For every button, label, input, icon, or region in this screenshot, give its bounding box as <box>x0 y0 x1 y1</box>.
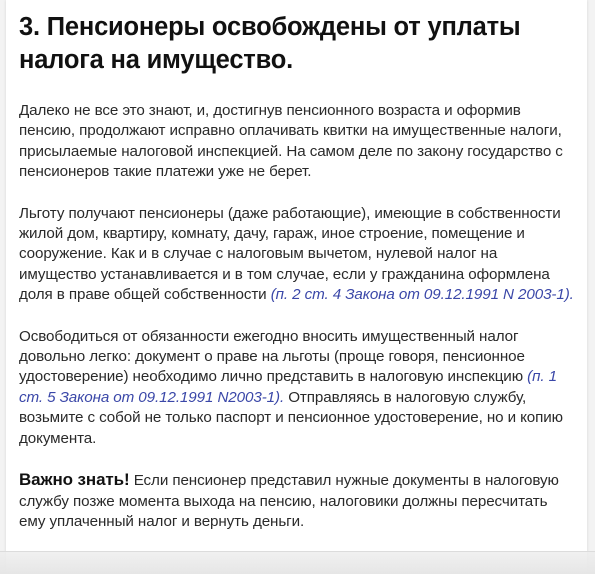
faded-footer-bar <box>0 551 595 574</box>
article-card <box>6 0 587 574</box>
paragraph-important <box>19 470 575 532</box>
paragraph-eligibility-text: Льготу получают пенсионеры (даже работающие), имеющие в собственности жилой дом, квартиру, комнату, дачу, гараж, иное строение, помещение и сооружение. Как и в случае с налоговым вычетом, нулевой налог на имущество устанавливается и в том случае, если у гражданина оформлена доля в праве общей собственности <box>19 204 561 304</box>
paragraph-procedure-text-b: Отправляясь в налоговую службу, возьмите с собой не только паспорт и пенсионное удостоверение, но и копию документа. <box>19 388 563 447</box>
article-heading: 3. Пенсионеры освобождены от уплаты налога на имущество. <box>19 13 521 74</box>
paragraph-intro: Далеко не все это знают, и, достигнув пенсионного возраста и оформив пенсию, продолжают исправно оплачивать квитки на имущественные налоги, присылаемые налоговой инспекцией. На самом деле по закону государство с пенсионеров такие платежи уже не берет. <box>19 102 563 181</box>
law-reference-link[interactable]: (п. 1 ст. 5 Закона от 09.12.1991 N2003-1). <box>19 368 557 406</box>
paragraph-important-text: Если пенсионер представил нужные документы в налоговую службу позже момента выхода на пенсию, налоговики должны пересчитать ему уплаченный налог и вернуть деньги. <box>19 472 559 530</box>
paragraph-procedure <box>19 327 575 449</box>
paragraph-eligibility <box>19 204 575 306</box>
important-lead: Важно знать! <box>19 470 130 490</box>
law-reference-link[interactable]: (п. 2 ст. 4 Закона от 09.12.1991 N 2003-1). <box>270 286 574 304</box>
article-content <box>19 11 575 532</box>
paragraph-procedure-text-a: Освободиться от обязанности ежегодно вносить имущественный налог довольно легко: документ о праве на льготы (проще говоря, пенсионное удостоверение) необходимо лично представить в налоговую инспекцию <box>19 327 528 386</box>
